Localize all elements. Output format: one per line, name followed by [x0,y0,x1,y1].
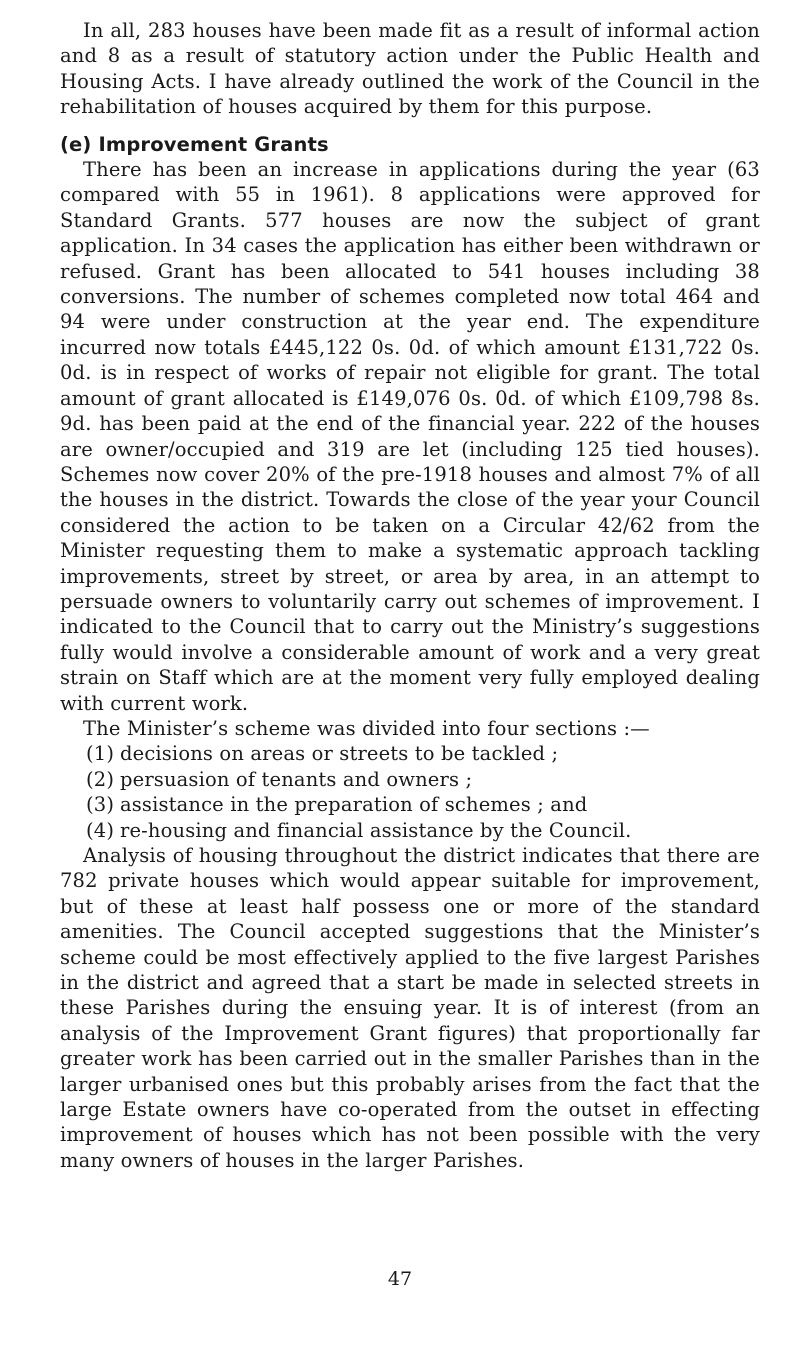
list-item-text: assistance in the preparation of schemes ; and [120,793,588,817]
analysis-paragraph: Analysis of housing throughout the district indicates that there are 782 private houses which would appear suitable for improvement, but of these at least half possess one or more of the standard amenities. The Council accepted suggestions that the Minister’s scheme could be most effectively applied to the five largest Parishes in the district and agreed that a start be made in selected streets in these Parishes during the ensuing year. It is of interest (from an analysis of the Improvement Grant figures) that proportionally far greater work has been carried out in the smaller Parishes than in the larger urbanised ones but this probably arises from the fact that the large Estate owners have co-operated from the outset in effecting improvement of houses which has not been possible with the very many owners of houses in the larger Parishes. [60,844,760,1172]
page-number: 47 [387,1268,413,1290]
list-item [86,741,760,766]
section-heading: (e) Improvement Grants [60,132,329,156]
list-item-number: (2) [86,767,115,791]
list-item [86,792,760,817]
intro-paragraph: In all, 283 houses have been made fit as a result of informal action and 8 as a result of statutory action under the Public Health and Housing Acts. I have already outlined the work of the Council in the rehabilitation of houses acquired by them for this purpose. [60,19,760,119]
list-item-number: (3) [86,793,115,817]
list-item-text: re-housing and financial assistance by the Council. [120,818,632,842]
list-item [86,767,760,792]
improvement-grants-paragraph: There has been an increase in applications during the year (63 compared with 55 in 1961). 8 applications were approved for Standard Grants. 577 houses are now the subject of grant application. In 34 cases the application has either been withdrawn or refused. Grant has been allocated to 541 houses including 38 conversions. The number of schemes completed now total 464 and 94 were under construction at the year end. The expenditure incurred now totals £445,122 0s. 0d. of which amount £131,722 0s. 0d. is in respect of works of repair not eligible for grant. The total amount of grant allocated is £149,076 0s. 0d. of which £109,798 8s. 9d. has been paid at the end of the financial year. 222 of the houses are owner/occupied and 319 are let (including 125 tied houses). Schemes now cover 20% of the pre-1918 houses and almost 7% of all the houses in the district. Towards the close of the year your Council considered the action to be taken on a Circular 42/62 from the Minister requesting them to make a systematic approach tackling improvements, street by street, or area by area, in an attempt to persuade owners to voluntarily carry out schemes of improvement. I indicated to the Council that to carry out the Ministry’s suggestions fully would involve a considerable amount of work and a very great strain on Staff which are at the moment very fully employed dealing with current work. [60,158,760,715]
list-item-number: (4) [86,818,115,842]
list-item [86,818,760,843]
minister-scheme-paragraph: The Minister’s scheme was divided into four sections :— [83,716,650,740]
list-item-text: persuasion of tenants and owners ; [120,767,473,791]
scheme-sections-list [60,741,760,843]
list-item-text: decisions on areas or streets to be tackled ; [120,742,559,766]
list-item-number: (1) [86,742,115,766]
document-page [60,18,760,1173]
